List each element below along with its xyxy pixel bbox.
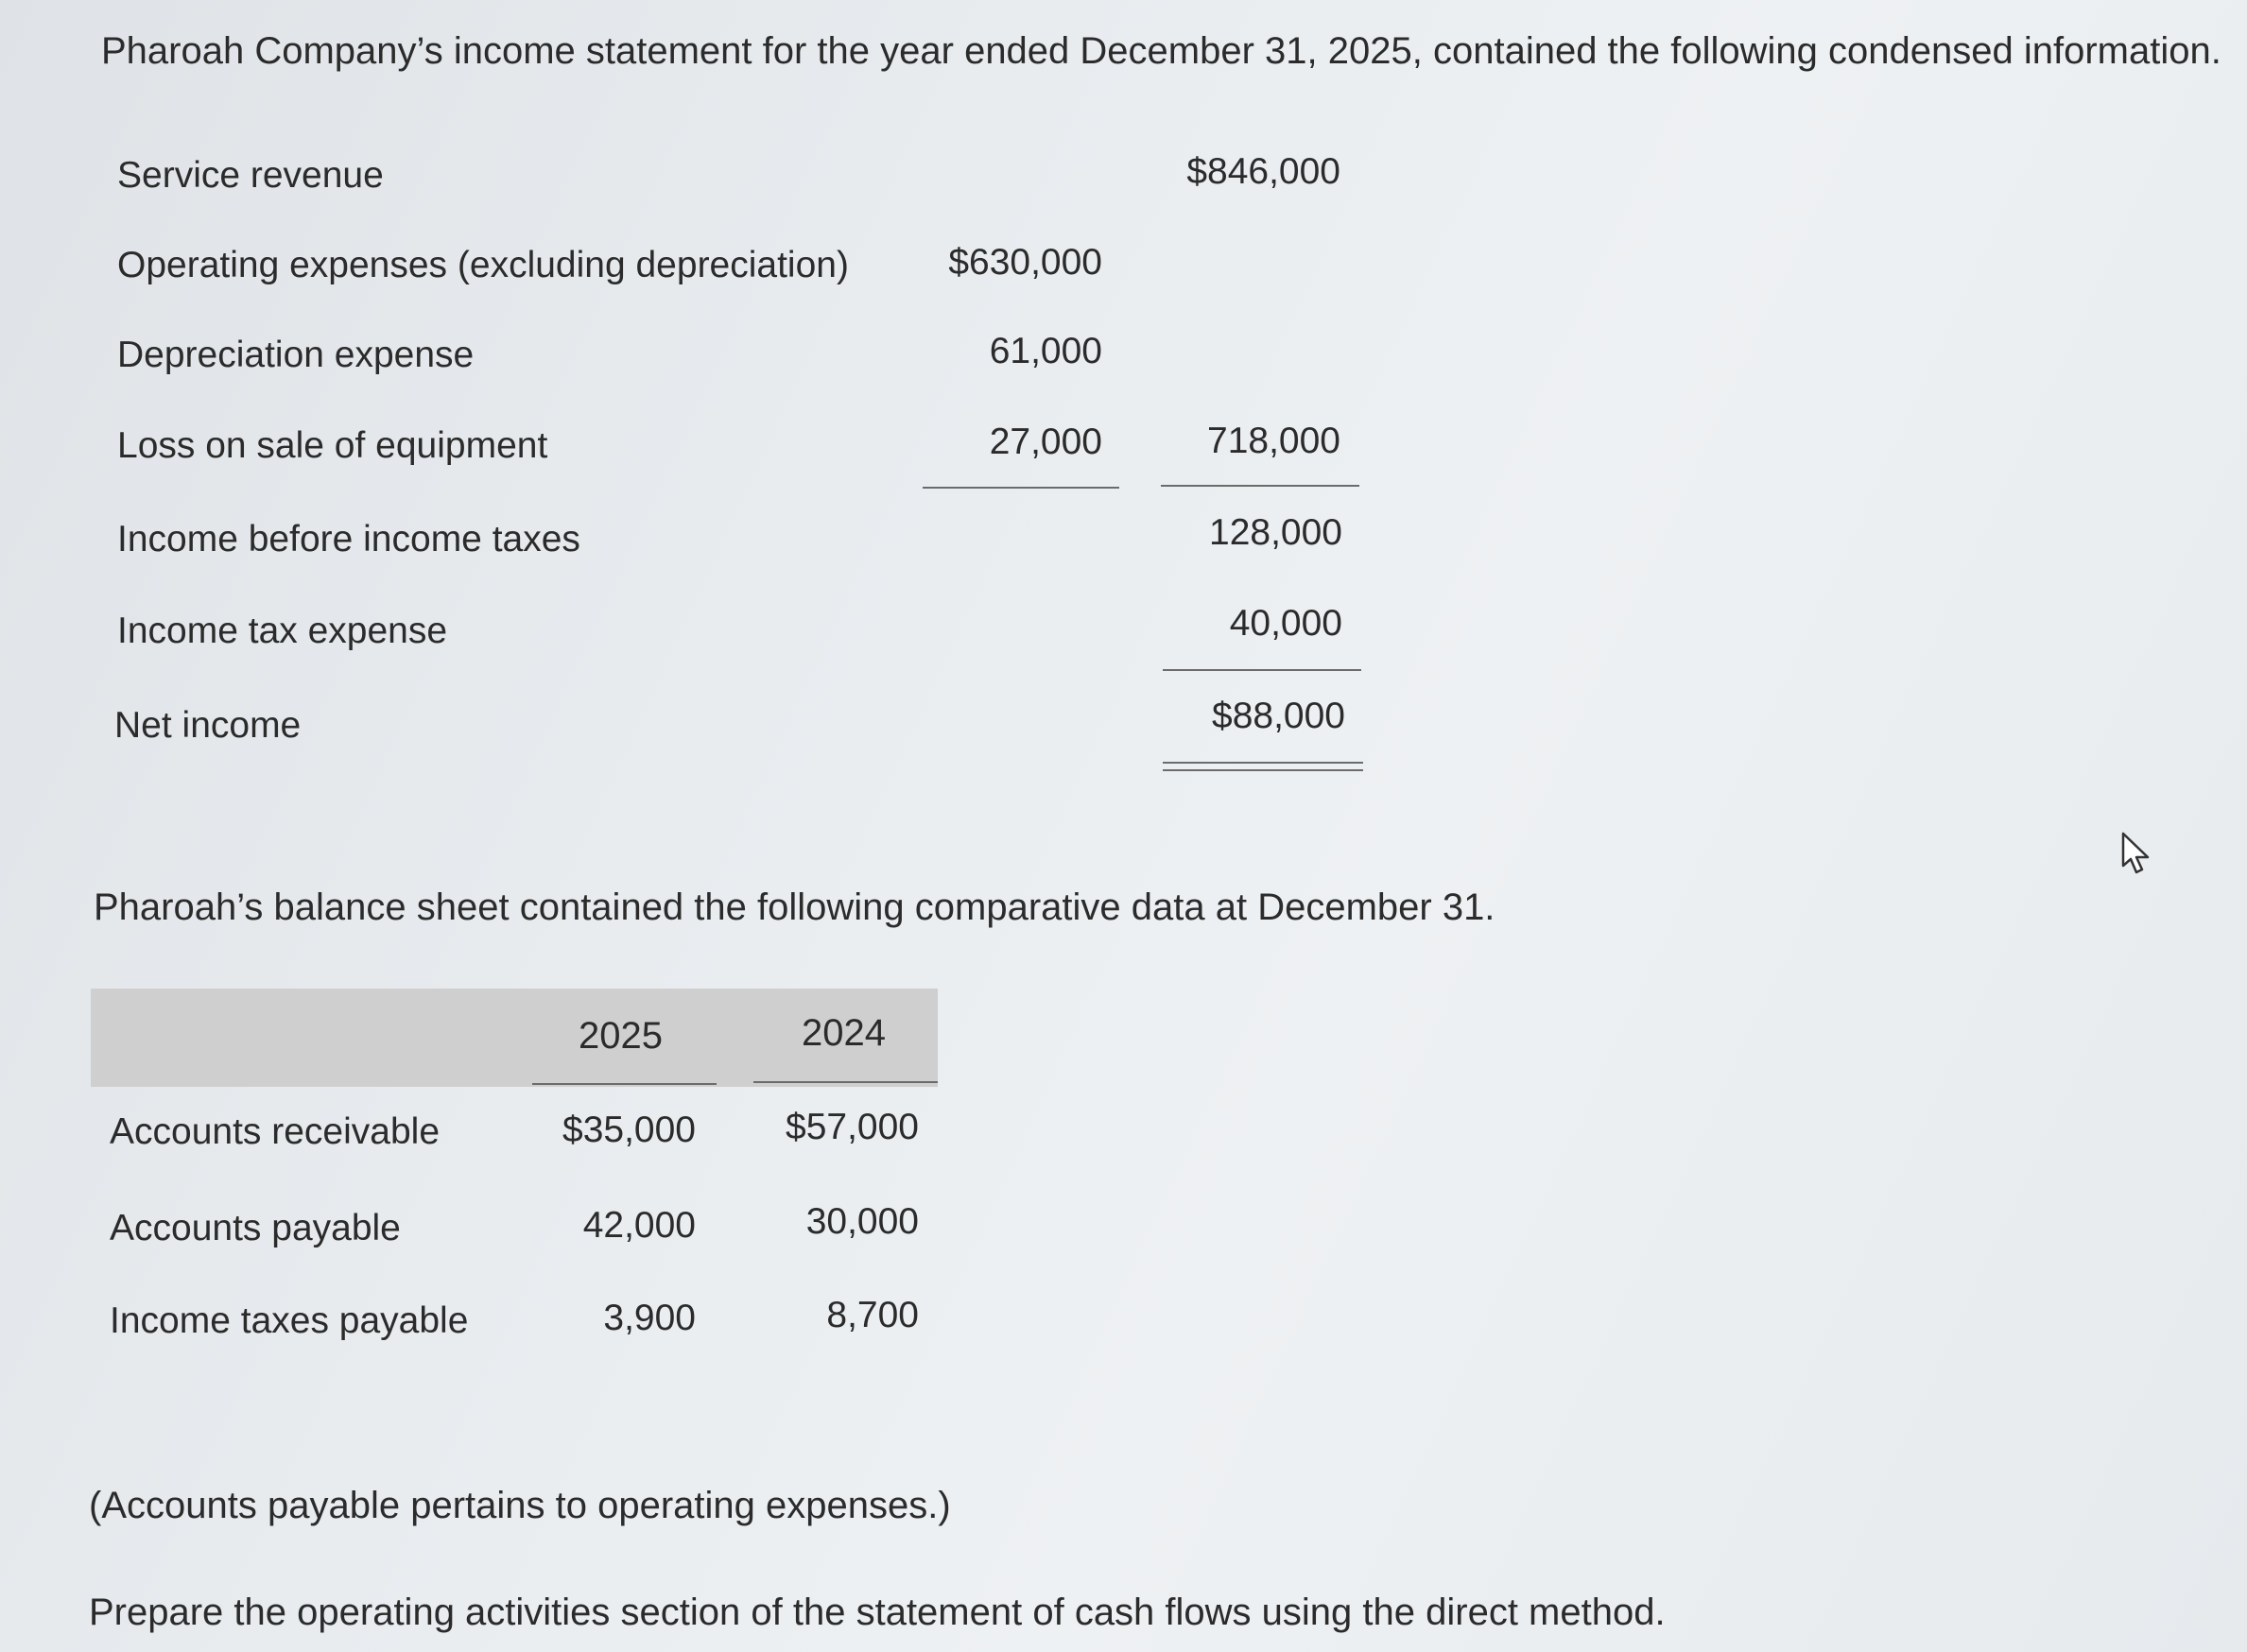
income-tax-expense-label: Income tax expense [117, 611, 448, 651]
service-revenue-total: $846,000 [1186, 151, 1340, 192]
depreciation-expense-amount: 61,000 [989, 331, 1102, 371]
service-revenue-label: Service revenue [117, 155, 384, 196]
header-2024: 2024 [802, 1012, 886, 1054]
income-taxes-payable-2025: 3,900 [603, 1298, 696, 1338]
note-text: (Accounts payable pertains to operating expenses.) [89, 1485, 951, 1526]
pointer-arrow-icon [2117, 830, 2155, 877]
accounts-receivable-2024: $57,000 [786, 1107, 919, 1147]
intro-text: Pharoah Company’s income statement for the year ended December 31, 2025, contained the following condensed information. [101, 30, 2221, 72]
net-income-double-underline [1163, 762, 1363, 771]
accounts-receivable-2025: $35,000 [562, 1110, 696, 1150]
income-before-taxes-total: 128,000 [1209, 512, 1342, 553]
instruction-text: Prepare the operating activities section of the statement of cash flows using the direct method. [89, 1592, 1666, 1633]
operating-expenses-amount: $630,000 [948, 242, 1102, 283]
accounts-payable-label: Accounts payable [110, 1208, 401, 1248]
income-before-taxes-label: Income before income taxes [117, 519, 580, 559]
income-tax-expense-total: 40,000 [1229, 603, 1342, 644]
total-expenses-underline [1161, 485, 1359, 487]
accounts-payable-2024: 30,000 [805, 1201, 919, 1242]
accounts-payable-2025: 42,000 [582, 1205, 696, 1246]
net-income-label: Net income [114, 705, 302, 746]
balance-intro-text: Pharoah’s balance sheet contained the following comparative data at December 31. [94, 886, 1495, 928]
header-2024-underline [753, 1081, 938, 1083]
depreciation-expense-label: Depreciation expense [117, 335, 475, 375]
income-taxes-payable-label: Income taxes payable [110, 1300, 469, 1341]
header-2025: 2025 [579, 1015, 663, 1057]
expenses-underline [923, 487, 1119, 489]
tax-underline [1163, 669, 1361, 671]
accounts-receivable-label: Accounts receivable [110, 1111, 441, 1152]
net-income-total: $88,000 [1212, 696, 1345, 736]
operating-expenses-label: Operating expenses (excluding depreciation) [117, 245, 849, 285]
loss-on-sale-amount: 27,000 [989, 422, 1102, 462]
total-expenses: 718,000 [1207, 421, 1340, 461]
loss-on-sale-label: Loss on sale of equipment [117, 425, 548, 466]
income-taxes-payable-2024: 8,700 [826, 1295, 919, 1335]
header-2025-underline [532, 1083, 717, 1085]
